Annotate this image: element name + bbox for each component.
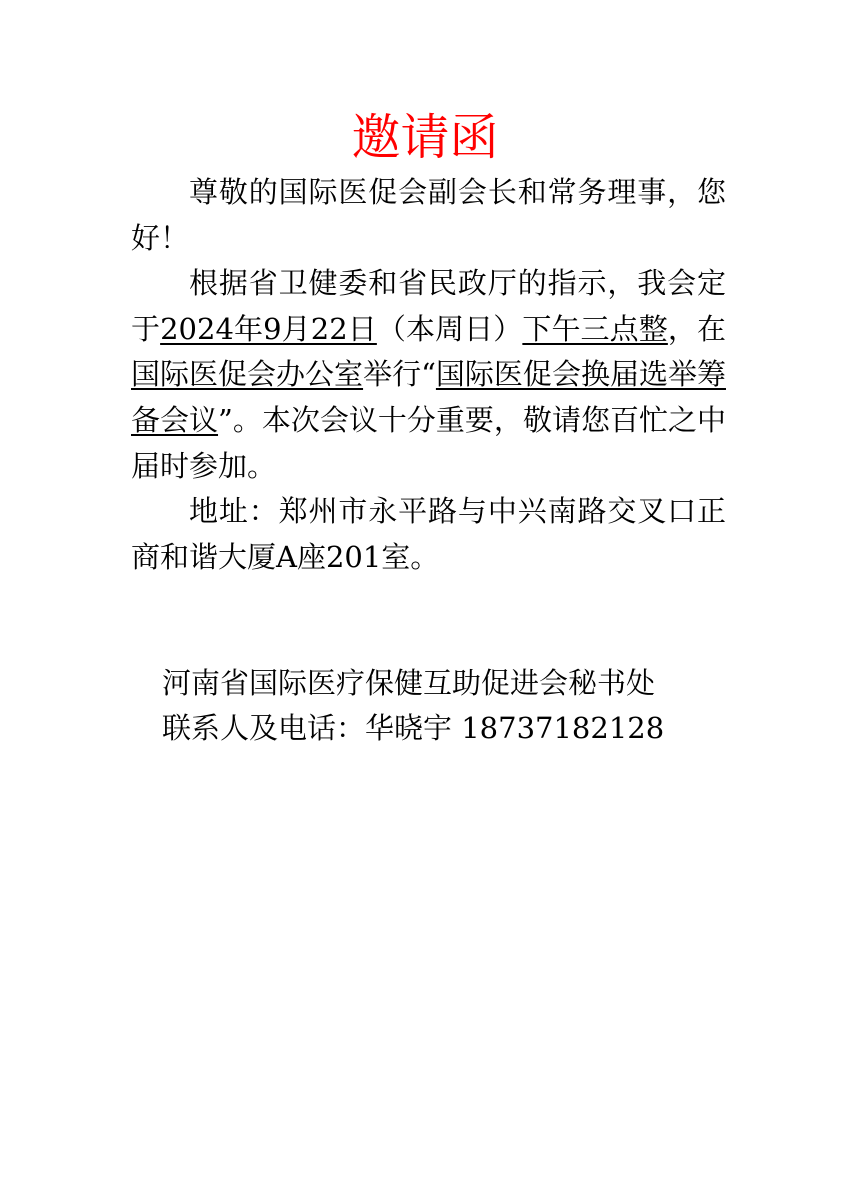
notice-text-5: ”。本次会议十分重要，敬请您百忙之中届时参加。 (131, 402, 726, 483)
meeting-name: 国际医促会换届选举筹备会议 (131, 357, 726, 437)
meeting-date: 2024年9月22日 (160, 311, 377, 346)
signature-organization: 河南省国际医疗保健互助促进会秘书处 (162, 666, 656, 700)
meeting-venue: 国际医促会办公室 (131, 357, 364, 392)
greeting-paragraph (131, 170, 726, 261)
document-body (131, 170, 726, 580)
address-paragraph (131, 489, 726, 580)
notice-text-3: ，在 (667, 311, 726, 346)
signature-block (162, 661, 762, 751)
greeting-text: 尊敬的国际医促会副会长和常务理事，您好！ (131, 175, 726, 255)
signature-contact: 联系人及电话：华晓宇 18737182128 (162, 711, 665, 745)
meeting-time: 下午三点整 (522, 311, 668, 346)
notice-text-4: 举行“ (363, 357, 436, 392)
document-title (0, 108, 850, 168)
title-text: 邀请函 (351, 109, 499, 166)
address-text: 地址：郑州市永平路与中兴南路交叉口正商和谐大厦A座201室。 (131, 494, 726, 574)
notice-paragraph (131, 261, 726, 489)
notice-text-2: （本周日） (376, 311, 523, 346)
notice-text-1: 根据省卫健委和省民政厅的指示，我会定于 (131, 266, 726, 346)
